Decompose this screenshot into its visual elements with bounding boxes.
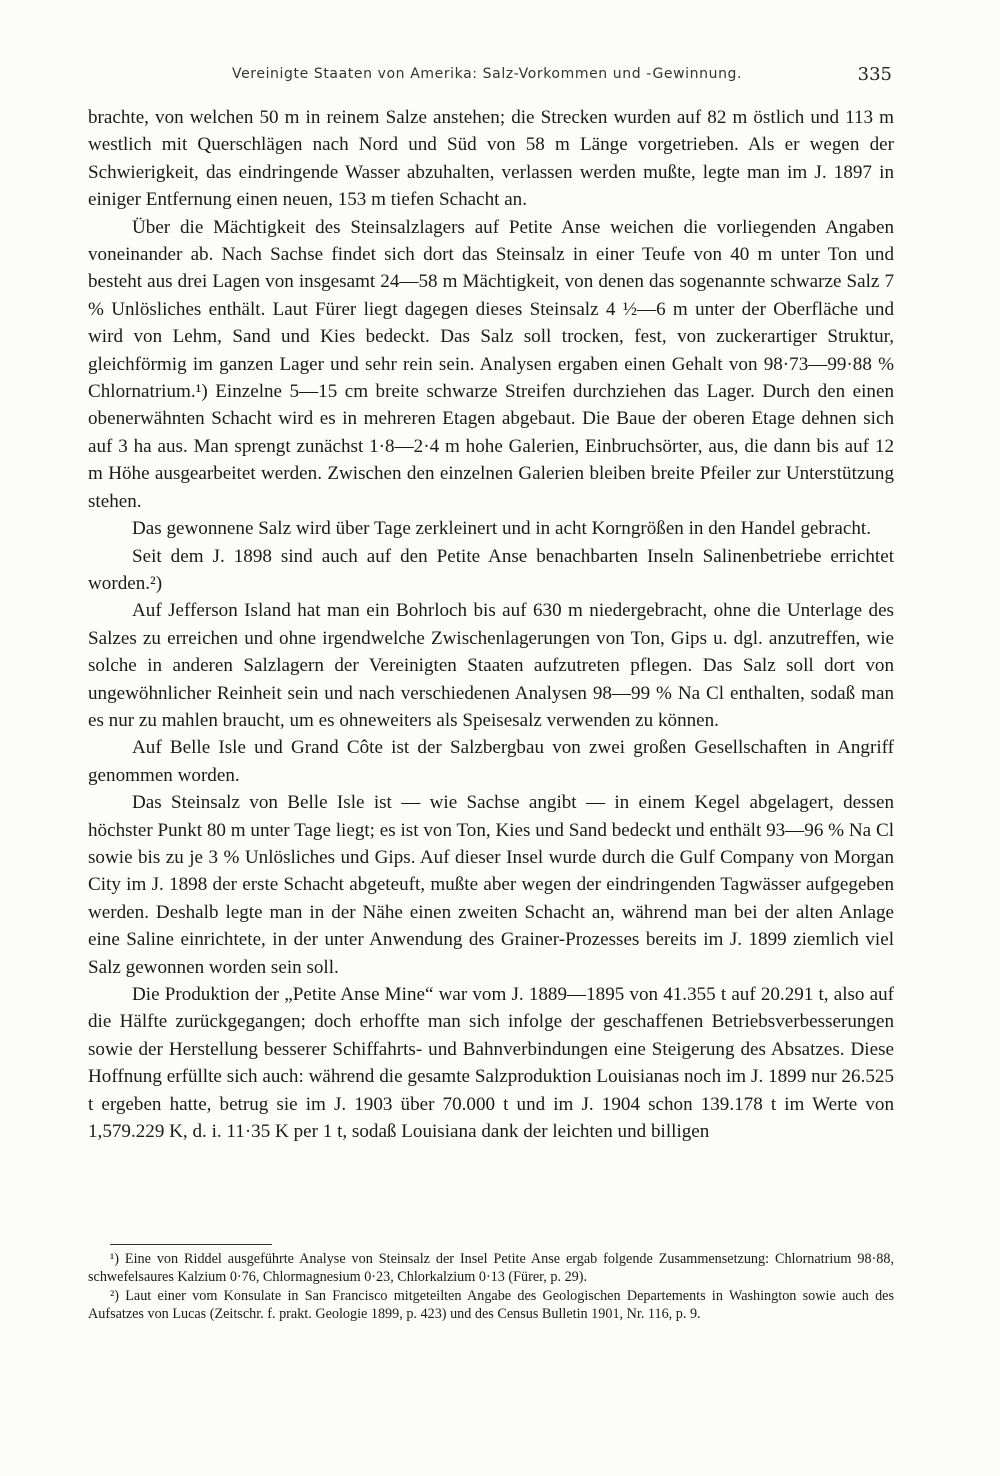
paragraph-belle-isle: Das Steinsalz von Belle Isle ist — wie Sachse angibt — in einem Kegel abgelagert, dessen höchster Punkt 80 m unter Tage liegt; es ist von Ton, Kies und Sand bedeckt und enthält 93—96 % Na Cl sowie bis zu je 3 % Unlösliches und Gips. Auf dieser Insel wurde durch die Gulf Company von Morgan City im J. 1898 der erste Schacht abgeteuft, mußte aber wegen der eindringenden Tagwässer aufgegeben werden. Deshalb legte man in der Nähe einen zweiten Schacht an, während man bei der alten Anlage eine Saline einrichtete, in der unter Anwendung des Grainer-Prozesses bereits im J. 1899 ziemlich viel Salz gewonnen worden sein soll. [88,792,894,978]
body-text [88,104,894,1145]
paragraph-jefferson-island: Auf Jefferson Island hat man ein Bohrloch bis auf 630 m niedergebracht, ohne die Unterlage des Salzes zu erreichen und ohne irgendwelche Zwischenlagerungen von Ton, Gips u. dgl. anzutreffen, wie solche in anderen Salzlagern der Vereinigten Staaten aufzutreten pflegen. Das Salz soll dort von ungewöhnlicher Reinheit sein und nach verschiedenen Analysen 98—99 % Na Cl enthalten, sodaß man es nur zu mahlen braucht, um es ohneweiters als Speisesalz verwenden zu können. [88,600,894,731]
paragraph-korngroessen: Das gewonnene Salz wird über Tage zerkleinert und in acht Korngrößen in den Handel gebracht. [132,518,871,540]
paragraph-salinenbetriebe: Seit dem J. 1898 sind auch auf den Petite Anse benachbarten Inseln Salinenbetriebe errichtet worden.²) [88,545,894,594]
paragraph-belle-isle-grand-cote: Auf Belle Isle und Grand Côte ist der Salzbergbau von zwei großen Gesellschaften in Angriff genommen worden. [88,737,894,786]
footnote-divider [110,1244,272,1245]
running-head: Vereinigte Staaten von Amerika: Salz-Vorkommen und -Gewinnung. [232,66,743,82]
footnote-2: ²) Laut einer vom Konsulate in San Francisco mitgeteilten Angabe des Geologischen Departements in Washington sowie auch des Aufsatzes von Lucas (Zeitschr. f. prakt. Geologie 1899, p. 423) und des Census Bulletin 1901, Nr. 116, p. 9. [88,1287,894,1323]
footnote-1: ¹) Eine von Riddel ausgeführte Analyse von Steinsalz der Insel Petite Anse ergab folgende Zusammensetzung: Chlornatrium 98·88, schwefelsaures Kalzium 0·76, Chlormagnesium 0·23, Chlorkalzium 0·13 (Fürer, p. 29). [88,1251,894,1286]
paragraph-steinsalzlager: Über die Mächtigkeit des Steinsalzlagers auf Petite Anse weichen die vorliegenden Angaben voneinander ab. Nach Sachse findet sich dort das Steinsalz in einer Teufe von 40 m unter Ton und besteht aus drei Lagen von insgesamt 24—58 m Mächtigkeit, von denen das sogenannte schwarze Salz 7 % Unlösliches enthält. Laut Fürer liegt dagegen dieses Steinsalz 4 ½—6 m unter der Oberfläche und wird von Lehm, Sand und Kies bedeckt. Das Salz soll trocken, fest, von zuckerartiger Struktur, gleichförmig im ganzen Lager und sehr rein sein. Analysen ergaben einen Gehalt von 98·73—99·88 % Chlornatrium.¹) Einzelne 5—15 cm breite schwarze Streifen durchziehen das Lager. Durch den einen obenerwähnten Schacht wird es in mehreren Etagen abgebaut. Die Baue der oberen Etage dehnen sich auf 3 ha aus. Man sprengt zunächst 1·8—2·4 m hohe Galerien, Einbruchsörter, aus, die dann bis auf 12 m Höhe ausgearbeitet werden. Zwischen den einzelnen Galerien bleiben breite Pfeiler zur Unterstützung stehen. [88,216,894,512]
paragraph-continuation: brachte, von welchen 50 m in reinem Salze anstehen; die Strecken wurden auf 82 m östlich und 113 m westlich mit Querschlägen nach Nord und Süd von 58 m Länge vorgetrieben. Als er wegen der Schwierigkeit, das eindringende Wasser abzuhalten, verlassen werden mußte, legte man im J. 1897 in einiger Entfernung einen neuen, 153 m tiefen Schacht an. [88,107,894,211]
footnotes [88,1250,894,1324]
page-header [88,66,894,92]
page-number: 335 [857,64,892,85]
paragraph-produktion: Die Produktion der „Petite Anse Mine“ war vom J. 1889—1895 von 41.355 t auf 20.291 t, also auf die Hälfte zurückgegangen; doch erhoffte man sich infolge der geschaffenen Betriebsverbesserungen sowie der Herstellung besserer Schiffahrts- und Bahnverbindungen eine Steigerung des Absatzes. Diese Hoffnung erfüllte sich auch: während die gesamte Salzproduktion Louisianas noch im J. 1899 nur 26.525 t ergeben hatte, betrug sie im J. 1903 über 70.000 t und im J. 1904 schon 139.178 t im Werte von 1,579.229 K, d. i. 11·35 K per 1 t, sodaß Louisiana dank der leichten und billigen [88,984,894,1143]
